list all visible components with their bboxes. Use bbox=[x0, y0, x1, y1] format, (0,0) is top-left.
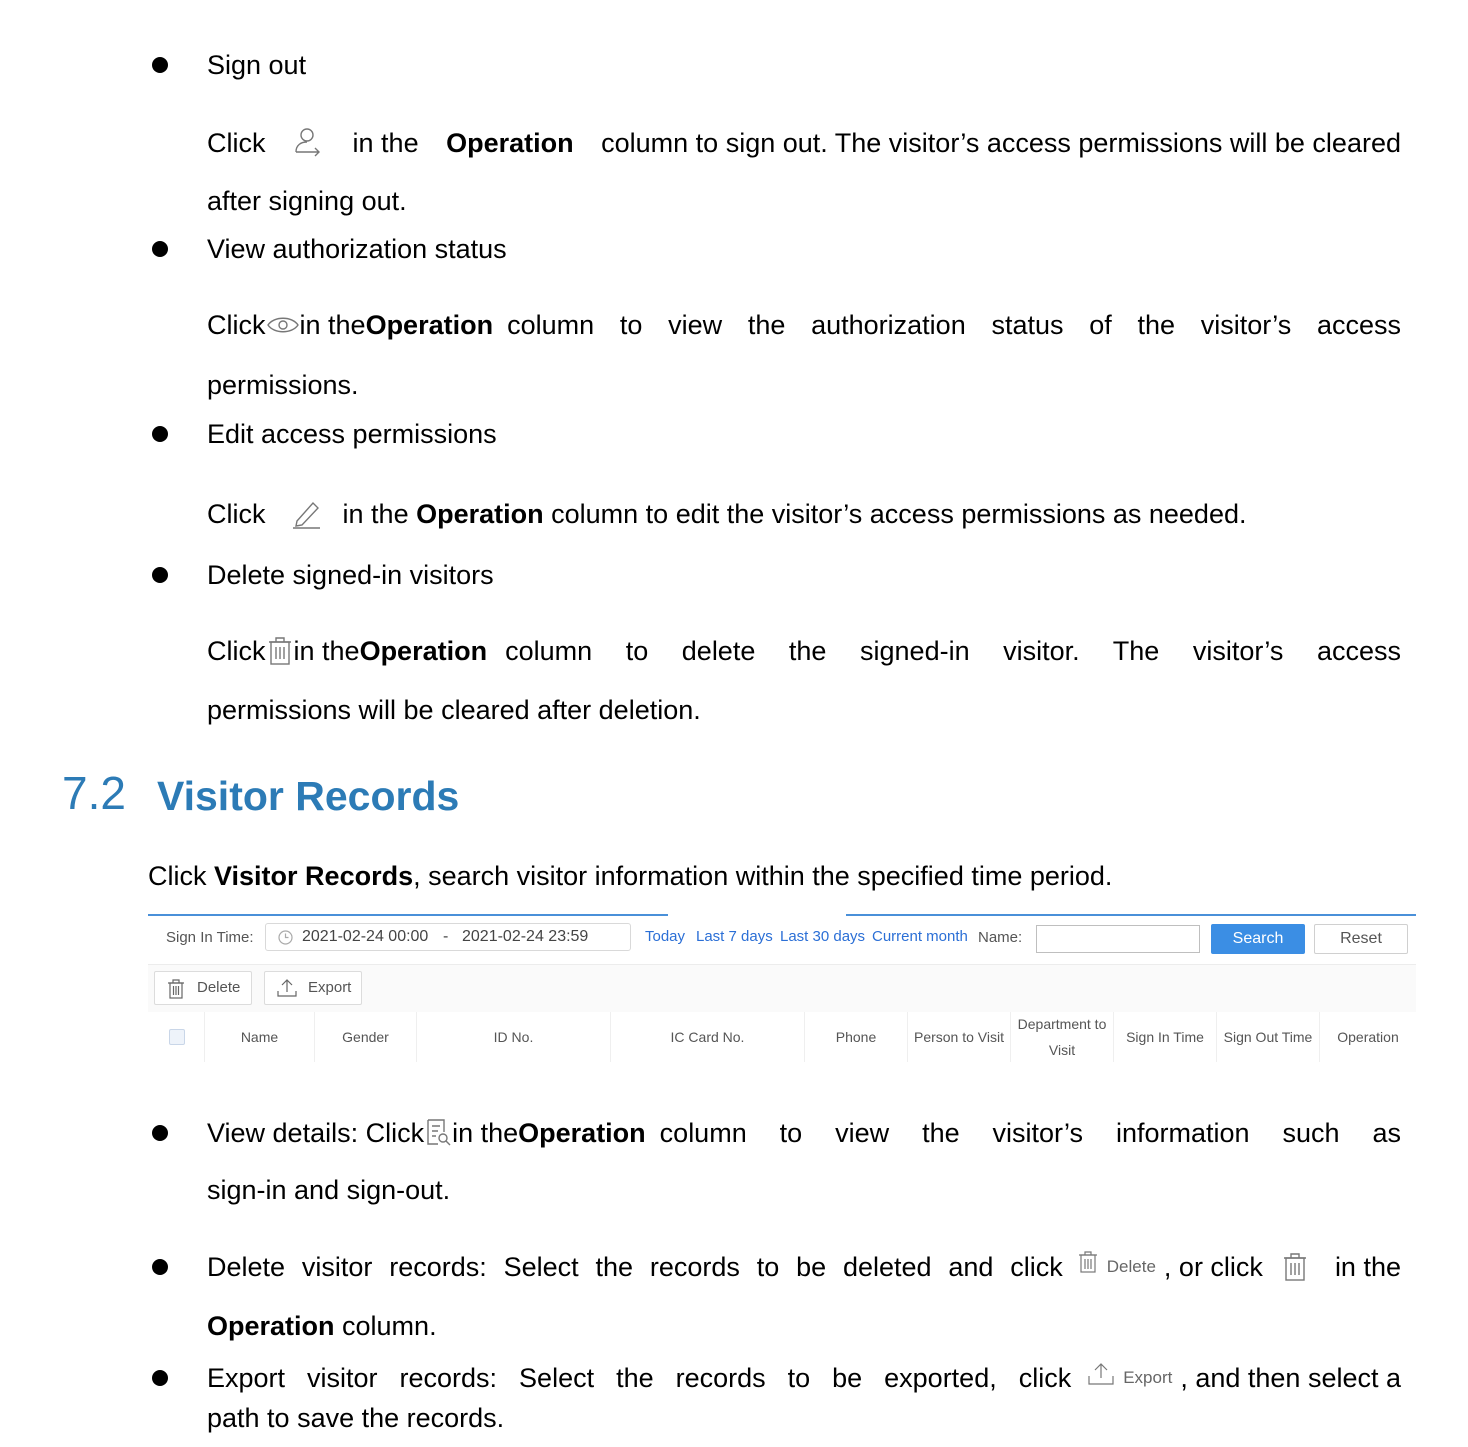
sign-out-icon bbox=[293, 126, 325, 160]
paragraph-sign-out bbox=[207, 126, 1401, 160]
column-header-ic-card-no: IC Card No. bbox=[610, 1012, 804, 1062]
bullet-title-sign-out: Sign out bbox=[207, 50, 307, 80]
text: in the bbox=[299, 310, 366, 340]
bullet-dot bbox=[152, 426, 168, 442]
search-button[interactable]: Search bbox=[1211, 924, 1305, 954]
paragraph-line: path to save the records. bbox=[207, 1403, 505, 1433]
trash-icon bbox=[266, 636, 294, 666]
text: in the bbox=[293, 636, 360, 666]
table-header bbox=[148, 1012, 1416, 1062]
export-label: Export bbox=[308, 979, 352, 996]
divider bbox=[846, 914, 1416, 916]
quick-link-last-7-days[interactable]: Last 7 days bbox=[696, 928, 773, 945]
text-justified bbox=[507, 308, 1401, 342]
bold-operation: Operation bbox=[359, 636, 488, 666]
quick-link-current-month[interactable]: Current month bbox=[872, 928, 968, 945]
text: Click bbox=[207, 499, 266, 529]
trash-icon bbox=[1077, 1250, 1099, 1274]
export-icon bbox=[277, 978, 297, 1010]
bullet-dot bbox=[152, 1259, 168, 1275]
delete-label: Delete bbox=[197, 979, 241, 996]
text: Delete visitor records: Select the records to be deleted and click bbox=[207, 1252, 1063, 1282]
bullet-dot bbox=[152, 567, 168, 583]
date-end: 2021-02-24 23:59 bbox=[462, 928, 589, 945]
paragraph-edit bbox=[207, 497, 1246, 531]
clock-icon bbox=[278, 930, 293, 950]
bold-operation: Operation bbox=[446, 128, 574, 158]
paragraph-delete-records bbox=[207, 1250, 1401, 1284]
inline-export-label: Export bbox=[1123, 1368, 1173, 1387]
paragraph-line: after signing out. bbox=[207, 186, 407, 216]
quick-link-today[interactable]: Today bbox=[645, 928, 686, 945]
column-header-name: Name bbox=[204, 1012, 314, 1062]
bullet-dot bbox=[152, 1370, 168, 1386]
bold-operation: Operation bbox=[365, 310, 494, 340]
date-range-picker[interactable] bbox=[265, 923, 631, 951]
toolbar bbox=[148, 964, 1416, 1013]
divider bbox=[148, 914, 668, 916]
inline-delete-label: Delete bbox=[1106, 1257, 1156, 1276]
column-header-operation: Operation bbox=[1319, 1012, 1416, 1062]
name-label: Name: bbox=[978, 929, 1023, 946]
text: in the bbox=[1334, 1252, 1401, 1282]
column-header-gender: Gender bbox=[314, 1012, 416, 1062]
bullet-title-edit: Edit access permissions bbox=[207, 419, 497, 449]
reset-button[interactable]: Reset bbox=[1314, 924, 1408, 954]
delete-button-inline bbox=[1077, 1250, 1156, 1284]
trash-icon bbox=[167, 979, 185, 1011]
text: , and then select a bbox=[1180, 1363, 1401, 1393]
quick-link-last-30-days[interactable]: Last 30 days bbox=[780, 928, 866, 945]
text: in the bbox=[342, 499, 409, 529]
text: in the bbox=[352, 128, 419, 158]
text: column to delete the signed-in visitor. The visitor’s access bbox=[505, 636, 1401, 666]
select-all-checkbox[interactable] bbox=[169, 1029, 185, 1045]
paragraph-delete-signed bbox=[207, 634, 1401, 668]
visitor-records-screenshot bbox=[148, 912, 1416, 1062]
date-separator: - bbox=[443, 928, 449, 945]
section-intro bbox=[148, 859, 1112, 893]
paragraph-line: sign-in and sign-out. bbox=[207, 1175, 451, 1205]
bold-visitor-records: Visitor Records bbox=[214, 861, 414, 891]
export-button-inline bbox=[1087, 1361, 1172, 1395]
bullet-title-delete-signed: Delete signed-in visitors bbox=[207, 560, 494, 590]
text: , search visitor information within the specified time period. bbox=[413, 861, 1113, 891]
column-header-person-to-visit: Person to Visit bbox=[907, 1012, 1010, 1062]
section-title: Visitor Records bbox=[157, 773, 460, 819]
text: , or click bbox=[1163, 1252, 1263, 1282]
text: View details: Click bbox=[207, 1118, 425, 1148]
paragraph-line: permissions. bbox=[207, 370, 359, 400]
paragraph-line: permissions will be cleared after deletion. bbox=[207, 695, 701, 725]
text: Export visitor records: Select the records to be exported, click bbox=[207, 1363, 1072, 1393]
edit-pencil-icon bbox=[289, 497, 323, 529]
details-icon bbox=[424, 1118, 452, 1148]
eye-icon bbox=[266, 314, 300, 336]
sign-in-time-label: Sign In Time: bbox=[166, 929, 254, 946]
paragraph-line bbox=[207, 1309, 437, 1343]
date-start: 2021-02-24 00:00 bbox=[302, 928, 429, 945]
column-header-sign-out-time: Sign Out Time bbox=[1216, 1012, 1319, 1062]
bold-operation: Operation bbox=[518, 1118, 646, 1148]
column-header-phone: Phone bbox=[804, 1012, 907, 1062]
text: column to sign out. The visitor’s access permissions will be cleared bbox=[601, 128, 1401, 158]
text: Click bbox=[148, 861, 207, 891]
text: column to view the authorization status of the visitor’s access bbox=[507, 310, 1401, 340]
delete-button[interactable] bbox=[154, 971, 252, 1005]
bullet-title-view-auth: View authorization status bbox=[207, 234, 507, 264]
export-icon bbox=[1087, 1361, 1115, 1387]
column-header-id-no: ID No. bbox=[416, 1012, 610, 1062]
text: Click bbox=[207, 310, 266, 340]
export-button[interactable] bbox=[264, 971, 362, 1005]
text: column to view the visitor’s information such as bbox=[659, 1118, 1401, 1148]
name-input[interactable] bbox=[1036, 925, 1200, 953]
paragraph-view-details bbox=[207, 1116, 1401, 1150]
trash-icon bbox=[1281, 1252, 1309, 1282]
column-header-department-to-visit: Department to Visit bbox=[1010, 1012, 1113, 1062]
bullet-dot bbox=[152, 57, 168, 73]
paragraph-view-auth bbox=[207, 308, 1401, 342]
text: column. bbox=[342, 1311, 437, 1341]
bold-operation: Operation bbox=[207, 1311, 335, 1341]
text: Click bbox=[207, 636, 266, 666]
text: Click bbox=[207, 128, 266, 158]
column-header-sign-in-time: Sign In Time bbox=[1113, 1012, 1216, 1062]
bold-operation: Operation bbox=[416, 499, 544, 529]
text: in the bbox=[452, 1118, 519, 1148]
bullet-dot bbox=[152, 241, 168, 257]
paragraph-export-records bbox=[207, 1361, 1401, 1395]
text: column to edit the visitor’s access permissions as needed. bbox=[551, 499, 1247, 529]
bullet-dot bbox=[152, 1125, 168, 1141]
section-number: 7.2 bbox=[62, 767, 126, 819]
